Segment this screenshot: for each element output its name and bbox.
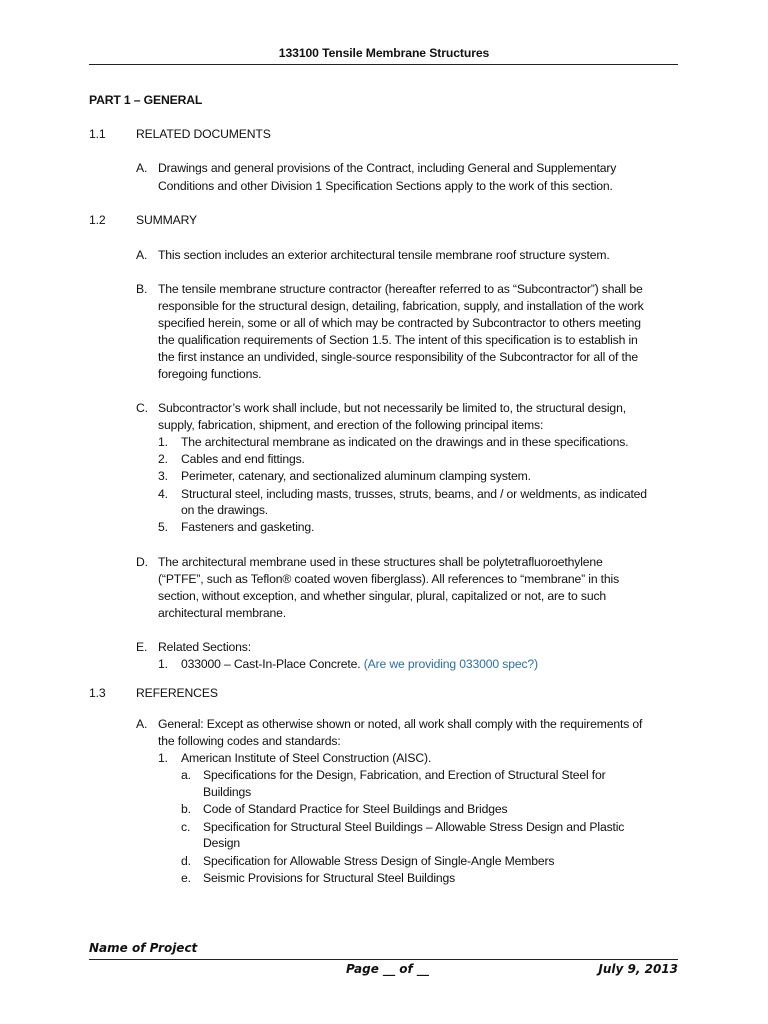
section-number: 1.1: [89, 127, 106, 141]
paragraph-line: The tensile membrane structure contractor (hereafter referred to as “Subcontractor”) shall be: [158, 282, 643, 296]
page-number: Page __ of __: [346, 962, 429, 976]
sub-item: Specification for Structural Steel Buildings – Allowable Stress Design and Plastic: [203, 820, 625, 834]
review-comment: (Are we providing 033000 spec?): [363, 657, 538, 671]
section-title: SUMMARY: [136, 213, 198, 227]
paragraph-line: section, without exception, and whether singular, plural, capitalized or not, are to such: [158, 589, 607, 603]
sub-item: Seismic Provisions for Structural Steel Buildings: [203, 871, 456, 885]
paragraph-line: specified herein, some or all of which may be contracted by Subcontractor to others meeting: [158, 316, 641, 330]
paragraph-label: B.: [136, 282, 148, 296]
sub-item: Code of Standard Practice for Steel Buildings and Bridges: [203, 802, 508, 816]
paragraph-line: the first instance an undivided, single-source responsibility of the Subcontractor for all of the: [158, 350, 638, 364]
list-number: 4.: [158, 487, 168, 501]
sub-item: Buildings: [203, 785, 252, 799]
paragraph-line: architectural membrane.: [158, 606, 286, 620]
paragraph-line: (“PTFE”, such as Teflon® coated woven fiberglass). All references to “membrane” in this: [158, 572, 620, 586]
section-number: 1.3: [89, 686, 106, 700]
list-number: 1.: [158, 435, 168, 449]
paragraph-line: the qualification requirements of Section 1.5. The intent of this specification is to establish in: [158, 333, 638, 347]
header-divider: [89, 64, 678, 65]
section-title: REFERENCES: [136, 686, 218, 700]
list-item: Cables and end fittings.: [181, 452, 305, 466]
paragraph-label: E.: [136, 640, 148, 654]
sub-letter: e.: [181, 871, 191, 885]
paragraph-line: the following codes and standards:: [158, 734, 341, 748]
document-date: July 9, 2013: [598, 962, 678, 976]
paragraph-line: The architectural membrane used in these structures shall be polytetrafluoroethylene: [158, 555, 603, 569]
list-item: Fasteners and gasketing.: [181, 520, 315, 534]
list-number: 2.: [158, 452, 168, 466]
project-name: Name of Project: [89, 941, 198, 955]
list-item: on the drawings.: [181, 503, 269, 517]
paragraph-label: A.: [136, 717, 148, 731]
related-section-text: 033000 – Cast-In-Place Concrete.: [181, 657, 361, 671]
section-title: RELATED DOCUMENTS: [136, 127, 271, 141]
paragraph-label: C.: [136, 401, 148, 415]
paragraph-label: A.: [136, 248, 148, 262]
list-number: 5.: [158, 520, 168, 534]
list-item: Perimeter, catenary, and sectionalized aluminum clamping system.: [181, 469, 531, 483]
list-number: 3.: [158, 469, 168, 483]
sub-letter: b.: [181, 802, 191, 816]
list-item: [181, 656, 538, 672]
list-item: Structural steel, including masts, trusses, struts, beams, and / or weldments, as indicated: [181, 487, 647, 501]
paragraph-line: Subcontractor’s work shall include, but not necessarily be limited to, the structural design,: [158, 401, 626, 415]
list-item: American Institute of Steel Construction (AISC).: [181, 751, 432, 765]
list-number: 1.: [158, 751, 168, 765]
paragraph-label: A.: [136, 161, 148, 175]
section-number: 1.2: [89, 213, 106, 227]
footer-divider: [89, 959, 678, 960]
sub-letter: c.: [181, 820, 191, 834]
part-title: PART 1 – GENERAL: [89, 93, 203, 107]
list-number: 1.: [158, 657, 168, 671]
paragraph-line: foregoing functions.: [158, 367, 262, 381]
list-item: The architectural membrane as indicated on the drawings and in these specifications.: [181, 435, 629, 449]
paragraph-line: General: Except as otherwise shown or noted, all work shall comply with the requirements of: [158, 717, 643, 731]
sub-item: Specifications for the Design, Fabrication, and Erection of Structural Steel for: [203, 768, 606, 782]
paragraph-line: supply, fabrication, shipment, and erection of the following principal items:: [158, 418, 544, 432]
paragraph-line: Drawings and general provisions of the Contract, including General and Supplementary: [158, 161, 617, 175]
paragraph-line: Related Sections:: [158, 640, 251, 654]
paragraph-line: responsible for the structural design, detailing, fabrication, supply, and installation of the work: [158, 299, 644, 313]
sub-letter: a.: [181, 768, 191, 782]
sub-letter: d.: [181, 854, 191, 868]
sub-item: Specification for Allowable Stress Design of Single-Angle Members: [203, 854, 555, 868]
paragraph-line: Conditions and other Division 1 Specification Sections apply to the work of this section.: [158, 179, 613, 193]
paragraph-line: This section includes an exterior architectural tensile membrane roof structure system.: [158, 248, 610, 262]
document-title: 133100 Tensile Membrane Structures: [278, 46, 490, 60]
sub-item: Design: [203, 836, 241, 850]
paragraph-label: D.: [136, 555, 148, 569]
